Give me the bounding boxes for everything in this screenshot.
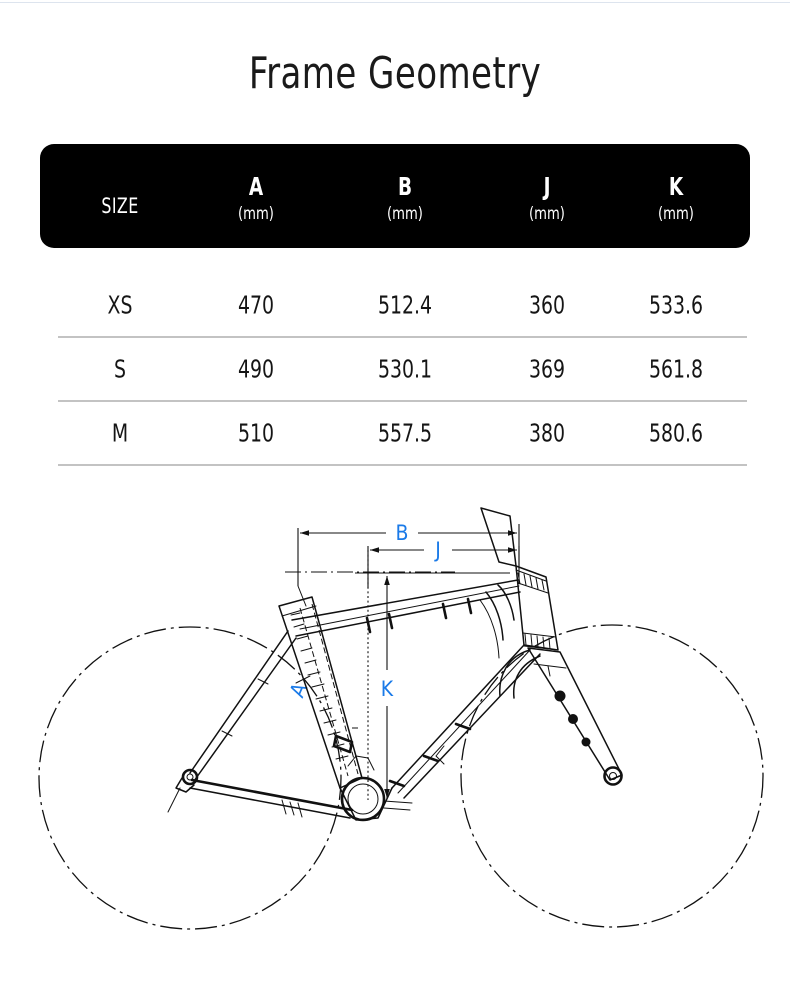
frame-geometry-table [40, 144, 750, 466]
dimension-label-b: B [395, 521, 409, 545]
table-body [58, 274, 747, 466]
table-header-row [40, 144, 750, 248]
cell-k: 533.6 [648, 290, 704, 320]
chain-stays [190, 780, 352, 818]
cell-size: S [113, 354, 127, 384]
rear-wheel-outline [39, 627, 341, 929]
cell-size: M [111, 418, 129, 448]
seat-stays [190, 631, 296, 781]
dimension-label-a: A [285, 679, 313, 701]
table-row [58, 402, 747, 466]
cell-b: 530.1 [377, 354, 433, 384]
rear-dropout [168, 770, 197, 812]
table-header-size: SIZE [101, 194, 139, 218]
cell-b: 557.5 [377, 418, 433, 448]
table-header-j: J (mm) [529, 172, 565, 224]
dimension-label-j: J [435, 538, 441, 562]
top-divider [0, 2, 790, 3]
table-row [58, 274, 747, 338]
witness-line [298, 586, 306, 606]
page-title: Frame Geometry [248, 48, 542, 99]
table-header-k: K (mm) [658, 172, 694, 224]
dimension-label-k: K [380, 677, 394, 701]
cell-size: XS [107, 290, 133, 320]
fork [500, 648, 622, 785]
seat-post [481, 508, 516, 566]
dimension-a [285, 676, 312, 701]
cell-a: 490 [237, 354, 275, 384]
cell-a: 510 [237, 418, 275, 448]
cell-j: 369 [528, 354, 566, 384]
cell-k: 580.6 [648, 418, 704, 448]
cell-j: 360 [528, 290, 566, 320]
cell-b: 512.4 [377, 290, 433, 320]
table-header-a: A (mm) [238, 172, 274, 224]
table-row [58, 338, 747, 402]
cell-a: 470 [237, 290, 275, 320]
frame-geometry-diagram [0, 488, 790, 948]
front-wheel-outline [461, 625, 763, 927]
bicycle-frame-drawing [0, 488, 790, 948]
dimension-j [368, 538, 519, 588]
cell-k: 561.8 [648, 354, 704, 384]
table-header-b: B (mm) [387, 172, 423, 224]
cell-j: 380 [528, 418, 566, 448]
down-tube [390, 645, 540, 798]
dimension-b [298, 521, 519, 586]
